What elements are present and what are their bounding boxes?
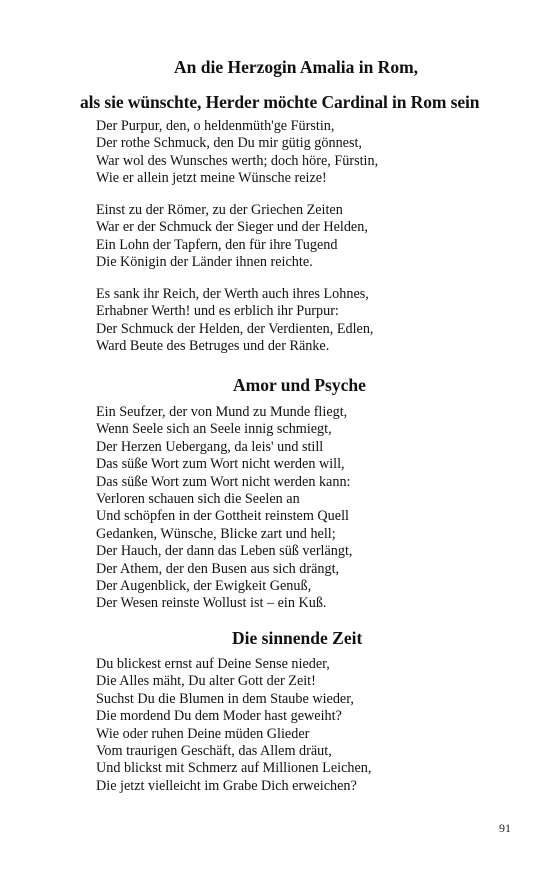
poem-subtitle-amalia: als sie wünschte, Herder möchte Cardinal in Rom sein: [80, 92, 480, 112]
verse-line: Gedanken, Wünsche, Blicke zart und hell;: [96, 525, 336, 542]
stanza-amalia-3: [96, 286, 373, 356]
verse-line: Wenn Seele sich an Seele innig schmiegt,: [96, 421, 332, 438]
verse-line: Der Schmuck der Helden, der Verdienten, Edlen,: [96, 320, 374, 337]
stanza-amalia-1: [96, 118, 378, 188]
verse-line: Das süße Wort zum Wort nicht werden kann:: [96, 473, 351, 490]
verse-line: Der Augenblick, der Ewigkeit Genuß,: [96, 578, 312, 595]
verse-line: Du blickest ernst auf Deine Sense nieder,: [96, 656, 330, 672]
stanza-die-sinnende-zeit: [96, 656, 371, 795]
verse-line: Und schöpfen in der Gottheit reinstem Quell: [96, 508, 349, 525]
verse-line: Ward Beute des Betruges und der Ränke.: [96, 338, 330, 355]
poem-title-amalia: An die Herzogin Amalia in Rom,: [174, 57, 419, 77]
verse-line: Die mordend Du dem Moder hast geweiht?: [96, 708, 342, 725]
verse-line: Erhabner Werth! und es erblich ihr Purpur:: [96, 303, 339, 320]
verse-line: Und blickst mit Schmerz auf Millionen Leichen,: [96, 760, 372, 777]
verse-line: Der Purpur, den, o heldenmüth'ge Fürstin,: [96, 118, 335, 134]
stanza-amalia-2: [96, 202, 368, 272]
verse-line: Wie oder ruhen Deine müden Glieder: [96, 725, 310, 742]
verse-line: Einst zu der Römer, zu der Griechen Zeiten: [96, 202, 343, 218]
stanza-amor-und-psyche: [96, 404, 352, 613]
verse-line: Vom traurigen Geschäft, das Allem dräut,: [96, 743, 332, 760]
page-number: 91: [499, 821, 511, 835]
verse-line: Die Alles mäht, Du alter Gott der Zeit!: [96, 673, 316, 690]
verse-line: Der Wesen reinste Wollust ist – ein Kuß.: [96, 595, 327, 612]
verse-line: War wol des Wunsches werth; doch höre, Fürstin,: [96, 152, 379, 169]
verse-line: Wie er allein jetzt meine Wünsche reize!: [96, 170, 327, 187]
verse-line: Es sank ihr Reich, der Werth auch ihres Lohnes,: [96, 286, 369, 302]
verse-line: Die jetzt vielleicht im Grabe Dich erweichen?: [96, 777, 357, 794]
verse-line: Das süße Wort zum Wort nicht werden will,: [96, 456, 345, 473]
verse-line: Der rothe Schmuck, den Du mir gütig gönnest,: [96, 135, 362, 152]
verse-line: Der Hauch, der dann das Leben süß verlängt,: [96, 543, 353, 560]
verse-line: Suchst Du die Blumen in dem Staube wieder,: [96, 690, 354, 707]
verse-line: Die Königin der Länder ihnen reichte.: [96, 254, 313, 271]
poem-title-amor-und-psyche: Amor und Psyche: [233, 375, 366, 395]
verse-line: Ein Lohn der Tapfern, den für ihre Tugend: [96, 236, 338, 253]
verse-line: Der Herzen Uebergang, da leis' und still: [96, 438, 324, 455]
verse-line: Verloren schauen sich die Seelen an: [96, 491, 300, 508]
verse-line: Ein Seufzer, der von Mund zu Munde fliegt,: [96, 404, 348, 420]
verse-line: Der Athem, der den Busen aus sich drängt,: [96, 560, 340, 577]
poem-title-die-sinnende-zeit: Die sinnende Zeit: [232, 628, 363, 648]
verse-line: War er der Schmuck der Sieger und der Helden,: [96, 219, 368, 236]
